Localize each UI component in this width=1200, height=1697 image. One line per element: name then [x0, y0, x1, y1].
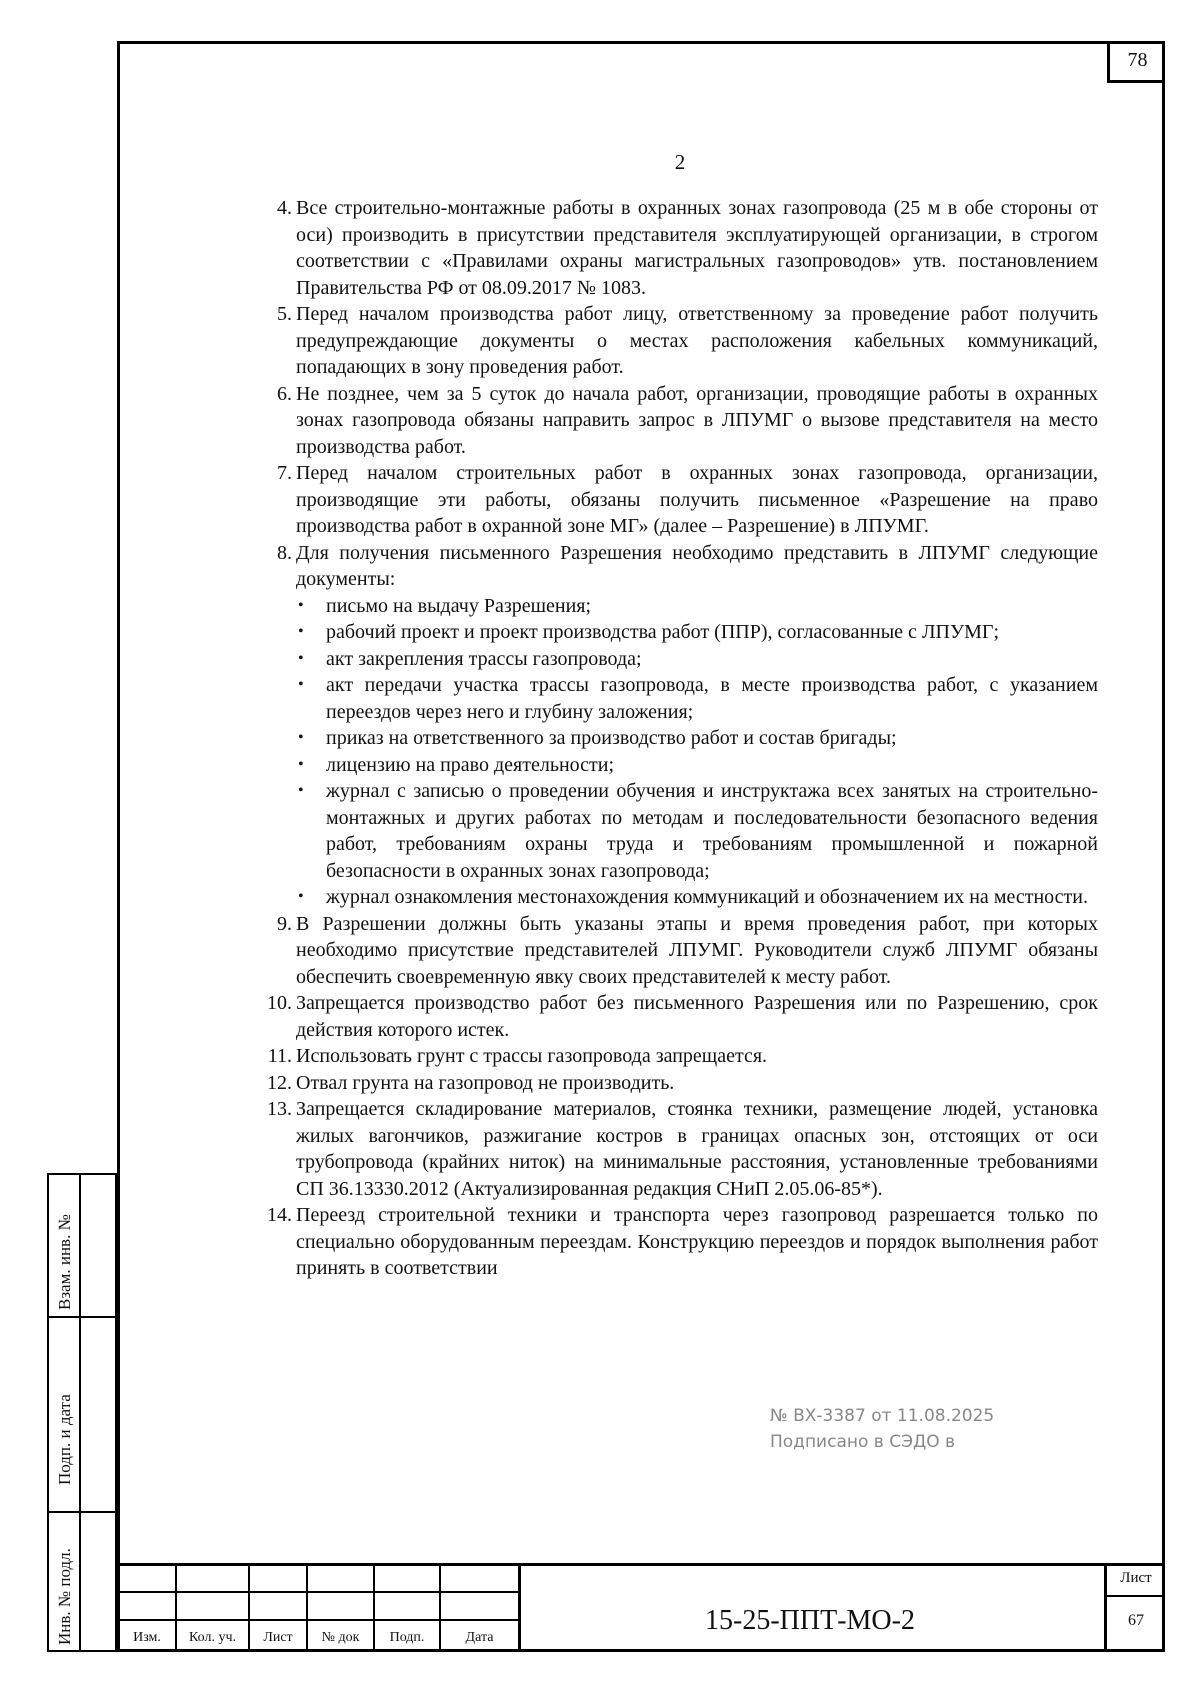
item-text: Отвал грунта на газопровод не производить.: [296, 1071, 675, 1094]
numbered-item: [258, 911, 1098, 991]
tb-label-kol: Кол. уч.: [189, 1630, 236, 1645]
numbered-item: [258, 1043, 1098, 1070]
item-text: Запрещается производство работ без письменного Разрешения или по Разрешению, срок действия которого истек.: [296, 992, 1098, 1041]
item-text: Запрещается складирование материалов, стоянка техники, размещение людей, установка жилых вагончиков, разжигание костров в границах опасных зон, отстоящих от оси трубопровода (крайних ниток) на минимальные расстояния, установленные требованиями СП 36.13330.2012 (Актуализированная редакция СНиП 2.05.06-85*).: [296, 1098, 1098, 1200]
item-text: Для получения письменного Разрешения необходимо представить в ЛПУМГ следующие документы:: [296, 541, 1098, 590]
edo-stamp: [770, 1403, 994, 1455]
numbered-item: [258, 1070, 1098, 1097]
item-text: Переезд строительной техники и транспорта через газопровод разрешается только по специально оборудованным переездам. Конструкцию переездов и порядок выполнения работ принять в соответствии: [296, 1204, 1098, 1279]
item-text: Не позднее, чем за 5 суток до начала работ, организации, проводящие работы в охранных зонах газопровода обязаны направить запрос в ЛПУМГ о вызове представителя на место производства работ.: [296, 382, 1098, 458]
list-item-text: приказ на ответственного за производство работ и состав бригады;: [326, 727, 897, 749]
list-item: [298, 646, 1098, 673]
tb-label-podp: Подп.: [389, 1630, 425, 1645]
list-item-text: лицензию на право деятельности;: [326, 753, 615, 776]
list-item-text: рабочий проект и проект производства работ (ППР), согласованные с ЛПУМГ;: [326, 621, 1000, 643]
list-item: [298, 593, 1098, 620]
list-item: [298, 725, 1098, 752]
item-text: Перед началом строительных работ в охранных зонах газопровода, организации, производящие эти работы, обязаны получить письменное «Разрешение на право производства работ в охранной зоне МГ» (далее – Разрешение) в ЛПУМГ.: [296, 462, 1098, 537]
bullet-icon: •: [298, 729, 304, 746]
list-item-text: журнал ознакомления местонахождения коммуникаций и обозначением их на местности.: [326, 886, 1088, 908]
tb-label-data: Дата: [465, 1630, 494, 1645]
numbered-item: [258, 1096, 1098, 1202]
numbered-item: [258, 460, 1098, 540]
item-number: 8.: [277, 541, 292, 564]
list-item: [298, 619, 1098, 646]
numbered-item: [258, 301, 1098, 381]
item-number: 11.: [267, 1045, 292, 1067]
bullet-icon: •: [298, 888, 304, 905]
item-number: 9.: [277, 912, 292, 935]
item-number: 12.: [267, 1071, 292, 1094]
required-documents-list: [296, 593, 1098, 911]
tb-label-izm: Изм.: [133, 1630, 161, 1645]
bullet-icon: •: [298, 755, 304, 773]
numbered-item: [258, 990, 1098, 1043]
item-number: 6.: [277, 382, 292, 405]
side-label-podp: Подп. и дата: [55, 1394, 74, 1485]
item-number: 5.: [277, 303, 292, 325]
numbered-item: [258, 381, 1098, 461]
bullet-icon: •: [298, 623, 304, 640]
side-label-inv: Инв. № подл.: [55, 1548, 74, 1645]
page-number: 2: [674, 150, 686, 174]
list-item: [298, 884, 1098, 911]
numbered-item: [258, 540, 1098, 911]
item-number: 13.: [267, 1098, 292, 1120]
item-text: В Разрешении должны быть указаны этапы и время проведения работ, при которых необходимо присутствие представителей ЛПУМГ. Руководители служб ЛПУМГ обязаны обеспечить своевременную явку своих представителей к месту работ.: [296, 912, 1098, 988]
stamp-number: № ВХ-3387 от 11.08.2025: [770, 1406, 995, 1426]
item-number: 14.: [267, 1204, 292, 1226]
list-item-text: журнал с записью о проведении обучения и инструктажа всех занятых на строительно-монтажных и других работах по методам и последовательности безопасного ведения работ, требованиям охраны труда и требованиям промышленной и пожарной безопасности в охранных зонах газопровода;: [326, 780, 1098, 882]
numbered-item: [258, 195, 1098, 301]
tb-sheet-label: Лист: [1120, 1570, 1152, 1586]
top-sheet-number: 78: [1107, 41, 1165, 83]
item-number: 4.: [277, 197, 292, 219]
document-code: 15-25-ППТ-МО-2: [705, 1605, 915, 1636]
list-item: [298, 752, 1098, 779]
stamp-signed: Подписано в СЭДО в: [770, 1432, 956, 1452]
numbered-item: [258, 1202, 1098, 1282]
list-item-text: письмо на выдачу Разрешения;: [326, 594, 592, 617]
tb-sheet-value: 67: [1128, 1612, 1144, 1629]
bullet-icon: •: [298, 676, 304, 693]
item-number: 7.: [277, 462, 292, 484]
side-label-vzam: Взам. инв. №: [55, 1214, 74, 1310]
bullet-icon: •: [298, 782, 304, 799]
item-number: 10.: [267, 992, 292, 1014]
tb-label-ndok: № док: [321, 1630, 360, 1645]
list-item-text: акт закрепления трассы газопровода;: [326, 647, 642, 670]
list-item: [298, 672, 1098, 725]
document-body: [258, 195, 1098, 1282]
tb-label-list: Лист: [263, 1630, 293, 1645]
list-item-text: акт передачи участка трассы газопровода, в месте производства работ, с указанием переездов через него и глубину заложения;: [326, 674, 1098, 723]
item-text: Все строительно-монтажные работы в охранных зонах газопровода (25 м в обе стороны от оси) производить в присутствии представителя эксплуатирующей организации, в строгом соответствии с «Правилами охраны магистральных газопроводов» утв. постановлением Правительства РФ от 08.09.2017 № 1083.: [296, 197, 1098, 299]
list-item: [298, 778, 1098, 884]
item-text: Перед началом производства работ лицу, ответственному за проведение работ получить предупреждающие документы о местах расположения кабельных коммуникаций, попадающих в зону проведения работ.: [296, 303, 1098, 378]
bullet-icon: •: [298, 596, 304, 614]
item-text: Использовать грунт с трассы газопровода запрещается.: [296, 1045, 768, 1067]
bullet-icon: •: [298, 649, 304, 667]
